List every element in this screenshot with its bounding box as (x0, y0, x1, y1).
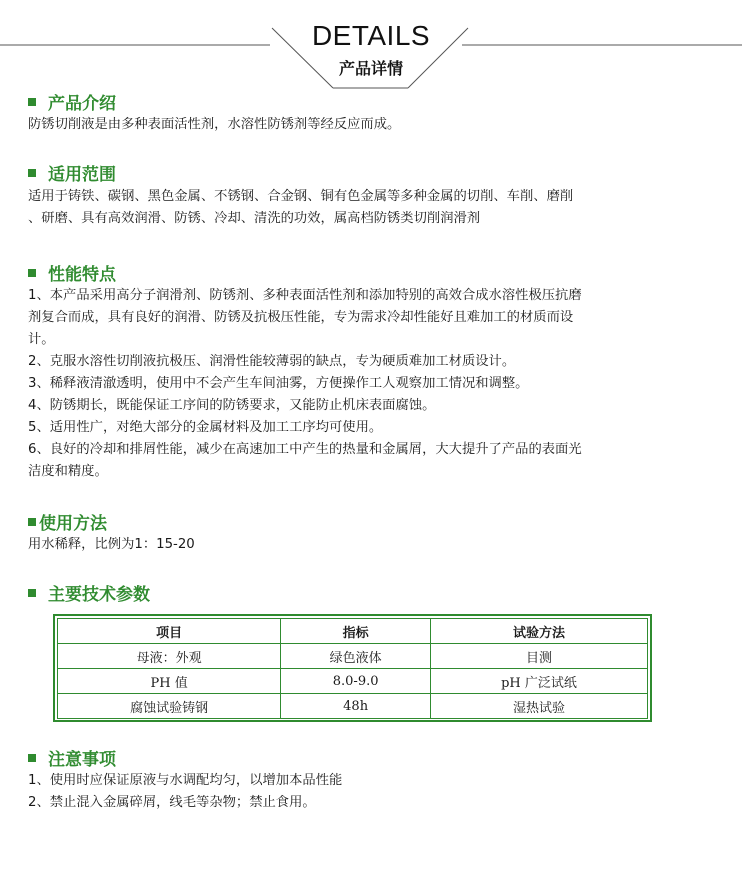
section-scope-heading: 适用范围 (28, 160, 116, 185)
feature-line: 4、防锈期长，既能保证工序间的防锈要求，又能防止机床表面腐蚀。 (28, 398, 436, 413)
table-cell: 48h (281, 694, 431, 719)
table-header-item: 项目 (58, 619, 281, 644)
bullet-square-icon (28, 269, 36, 277)
table-row (58, 694, 648, 719)
usage-line: 用水稀释，比例为1：15-20 (28, 537, 195, 552)
bullet-square-icon (28, 589, 36, 597)
table-header-method: 试验方法 (431, 619, 648, 644)
table-header-row (58, 619, 648, 644)
table-cell: 8.0-9.0 (281, 669, 431, 694)
scope-line: 适用于铸铁、碳钢、黑色金属、不锈钢、合金钢、铜有色金属等多种金属的切削、车削、磨削 (28, 189, 574, 204)
banner-title-cn: 产品详情 (338, 59, 403, 78)
table-cell: pH 广泛试纸 (431, 669, 648, 694)
table-cell: 腐蚀试验铸钢 (58, 694, 281, 719)
section-usage-heading: 使用方法 (28, 509, 107, 534)
table-header-spec: 指标 (281, 619, 431, 644)
scope-line: 、研磨、具有高效润滑、防锈、冷却、清洗的功效，属高档防锈类切削润滑剂 (28, 211, 481, 226)
feature-line: 2、克服水溶性切削液抗极压、润滑性能较薄弱的缺点，专为硬质难加工材质设计。 (28, 354, 516, 369)
note-line: 2、禁止混入金属碎屑，线毛等杂物；禁止食用。 (28, 795, 316, 810)
feature-line: 6、良好的冷却和排屑性能，减少在高速加工中产生的热量和金属屑，大大提升了产品的表面光 (28, 442, 582, 457)
table-cell: 湿热试验 (431, 694, 648, 719)
feature-line: 洁度和精度。 (28, 464, 108, 479)
bullet-square-icon (28, 169, 36, 177)
feature-line: 5、适用性广，对绝大部分的金属材料及加工工序均可使用。 (28, 420, 383, 435)
table-cell: 绿色液体 (281, 644, 431, 669)
bullet-square-icon (28, 754, 36, 762)
section-usage-body (28, 534, 718, 556)
section-scope-body (28, 186, 718, 230)
section-notes-heading: 注意事项 (28, 745, 116, 770)
table-cell: 母液：外观 (58, 644, 281, 669)
tech-params-table (53, 614, 652, 722)
feature-line: 计。 (28, 332, 55, 347)
table-cell: PH 值 (58, 669, 281, 694)
section-params-heading: 主要技术参数 (28, 580, 150, 605)
bullet-square-icon (28, 518, 36, 526)
table-row (58, 669, 648, 694)
section-notes-body (28, 770, 718, 814)
table-cell: 目测 (431, 644, 648, 669)
section-features-body (28, 285, 718, 483)
feature-line: 剂复合而成，具有良好的润滑、防锈及抗极压性能，专为需求冷却性能好且难加工的材质而设 (28, 310, 574, 325)
table-row (58, 644, 648, 669)
section-features-heading: 性能特点 (28, 260, 116, 285)
banner-title-en: DETAILS (311, 20, 431, 51)
details-banner (0, 0, 742, 95)
section-intro-heading: 产品介绍 (28, 89, 116, 114)
section-intro-body (28, 114, 718, 136)
intro-line: 防锈切削液是由多种表面活性剂，水溶性防锈剂等经反应而成。 (28, 117, 401, 132)
bullet-square-icon (28, 98, 36, 106)
feature-line: 1、本产品采用高分子润滑剂、防锈剂、多种表面活性剂和添加特别的高效合成水溶性极压抗磨 (28, 288, 582, 303)
feature-line: 3、稀释液清澈透明，使用中不会产生车间油雾，方便操作工人观察加工情况和调整。 (28, 376, 529, 391)
note-line: 1、使用时应保证原液与水调配均匀，以增加本品性能 (28, 773, 343, 788)
